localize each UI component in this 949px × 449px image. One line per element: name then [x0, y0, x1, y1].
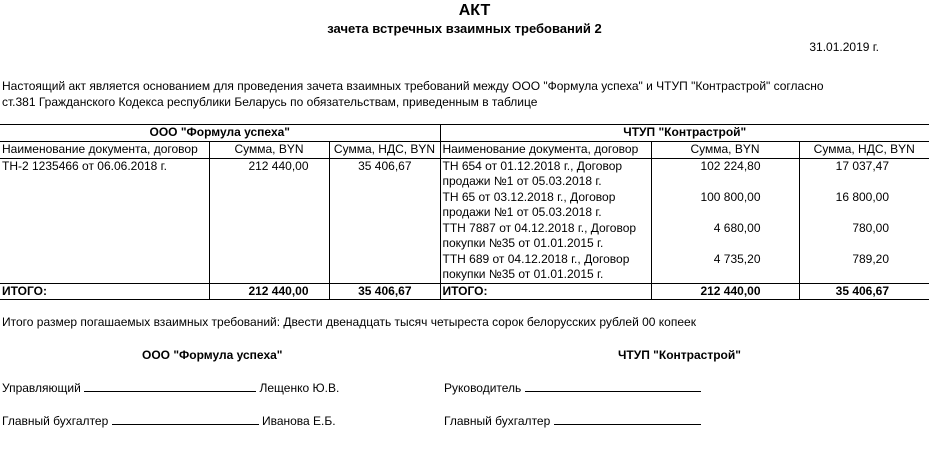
table-row [0, 158, 929, 190]
b-row-doc-line1: ТН 654 от 01.12.2018 г., Договор [442, 158, 623, 173]
b-row-doc [440, 158, 651, 190]
signature-line[interactable] [112, 413, 259, 425]
a-col-vat-header: Сумма, НДС, BYN [329, 142, 440, 159]
signature-b-director [444, 380, 701, 395]
b-row-vat: 789,20 [852, 251, 890, 266]
signature-a-accountant [2, 413, 336, 428]
table-row [0, 190, 929, 221]
b-col-vat-header: Сумма, НДС, BYN [799, 142, 929, 159]
document-subtitle: зачета встречных взаимных требований 2 [327, 21, 602, 36]
b-row-doc [440, 221, 651, 252]
b-total-sum: 212 440,00 [651, 283, 799, 300]
b-row-doc-line1: ТН 65 от 03.12.2018 г., Договор [442, 189, 616, 204]
party-a-header: ООО "Формула успеха" [0, 125, 440, 142]
total-row [0, 283, 929, 300]
a-manager-role: Управляющий [2, 381, 81, 395]
b-total-label: ИТОГО: [440, 283, 651, 300]
b-row-doc-line1: ТТН 689 от 04.12.2018 г., Договор [442, 251, 630, 266]
signature-line[interactable] [84, 380, 256, 392]
table-row [0, 221, 929, 252]
party-header-row [0, 125, 929, 142]
b-row-doc-line2: продажи №1 от 05.03.2018 г. [442, 205, 602, 219]
a-total-sum: 212 440,00 [209, 283, 329, 300]
summary-text: Итого размер погашаемых взаимных требований: Двести двенадцать тысяч четыреста сорок белорусских рублей 00 копеек [2, 315, 696, 329]
b-row-doc [440, 252, 651, 284]
intro-line-1: Настоящий акт является основанием для проведения зачета взаимных требований между ООО "Формула успеха" и ЧТУП "Контрастрой" согласно [2, 79, 824, 93]
a-row-sum: 212 440,00 [209, 158, 329, 190]
b-row-vat: 780,00 [852, 220, 890, 235]
a-total-label: ИТОГО: [0, 283, 209, 300]
b-row-sum: 4 680,00 [651, 221, 799, 252]
b-row-doc-line1: ТТН 7887 от 04.12.2018 г., Договор [442, 220, 637, 235]
a-total-vat: 35 406,67 [329, 283, 440, 300]
b-row-doc-line2: продажи №1 от 05.03.2018 г. [442, 174, 602, 188]
intro-text [2, 78, 824, 110]
signature-a-manager [2, 380, 339, 395]
document-date: 31.01.2019 г. [809, 40, 879, 54]
b-row-sum: 4 735,20 [651, 252, 799, 284]
table-row [0, 252, 929, 284]
signature-party-a: ООО "Формула успеха" [142, 348, 283, 362]
a-accountant-role: Главный бухгалтер [2, 414, 109, 428]
b-row-doc [440, 190, 651, 221]
b-row-sum: 102 224,80 [651, 158, 799, 190]
document-title: АКТ [458, 2, 491, 19]
signature-party-b: ЧТУП "Контрастрой" [618, 348, 741, 362]
b-accountant-role: Главный бухгалтер [444, 414, 551, 428]
a-col-doc-header: Наименование документа, договор [0, 142, 209, 159]
b-row-doc-line2: покупки №35 от 01.01.2015 г. [442, 267, 604, 281]
signature-b-accountant [444, 413, 701, 428]
a-row-vat: 35 406,67 [329, 158, 440, 190]
offset-table [0, 124, 929, 300]
b-col-doc-header: Наименование документа, договор [440, 142, 651, 159]
b-row-sum: 100 800,00 [651, 190, 799, 221]
a-accountant-name: Иванова Е.Б. [261, 414, 336, 428]
b-total-vat: 35 406,67 [799, 283, 929, 300]
b-row-vat: 17 037,47 [835, 158, 890, 173]
b-director-role: Руководитель [444, 381, 522, 395]
a-col-sum-header: Сумма, BYN [209, 142, 329, 159]
b-col-sum-header: Сумма, BYN [651, 142, 799, 159]
a-row-doc: ТН-2 1235466 от 06.06.2018 г. [0, 158, 209, 190]
intro-line-2: ст.381 Гражданского Кодекса республики Беларусь по обязательствам, приведенным в таблице [2, 95, 538, 109]
b-row-vat: 16 800,00 [835, 189, 890, 204]
column-header-row [0, 142, 929, 159]
b-row-doc-line2: покупки №35 от 01.01.2015 г. [442, 236, 604, 250]
signature-line[interactable] [525, 380, 701, 392]
party-b-header: ЧТУП "Контрастрой" [440, 125, 929, 142]
signature-line[interactable] [554, 413, 701, 425]
a-manager-name: Лещенко Ю.В. [259, 381, 340, 395]
